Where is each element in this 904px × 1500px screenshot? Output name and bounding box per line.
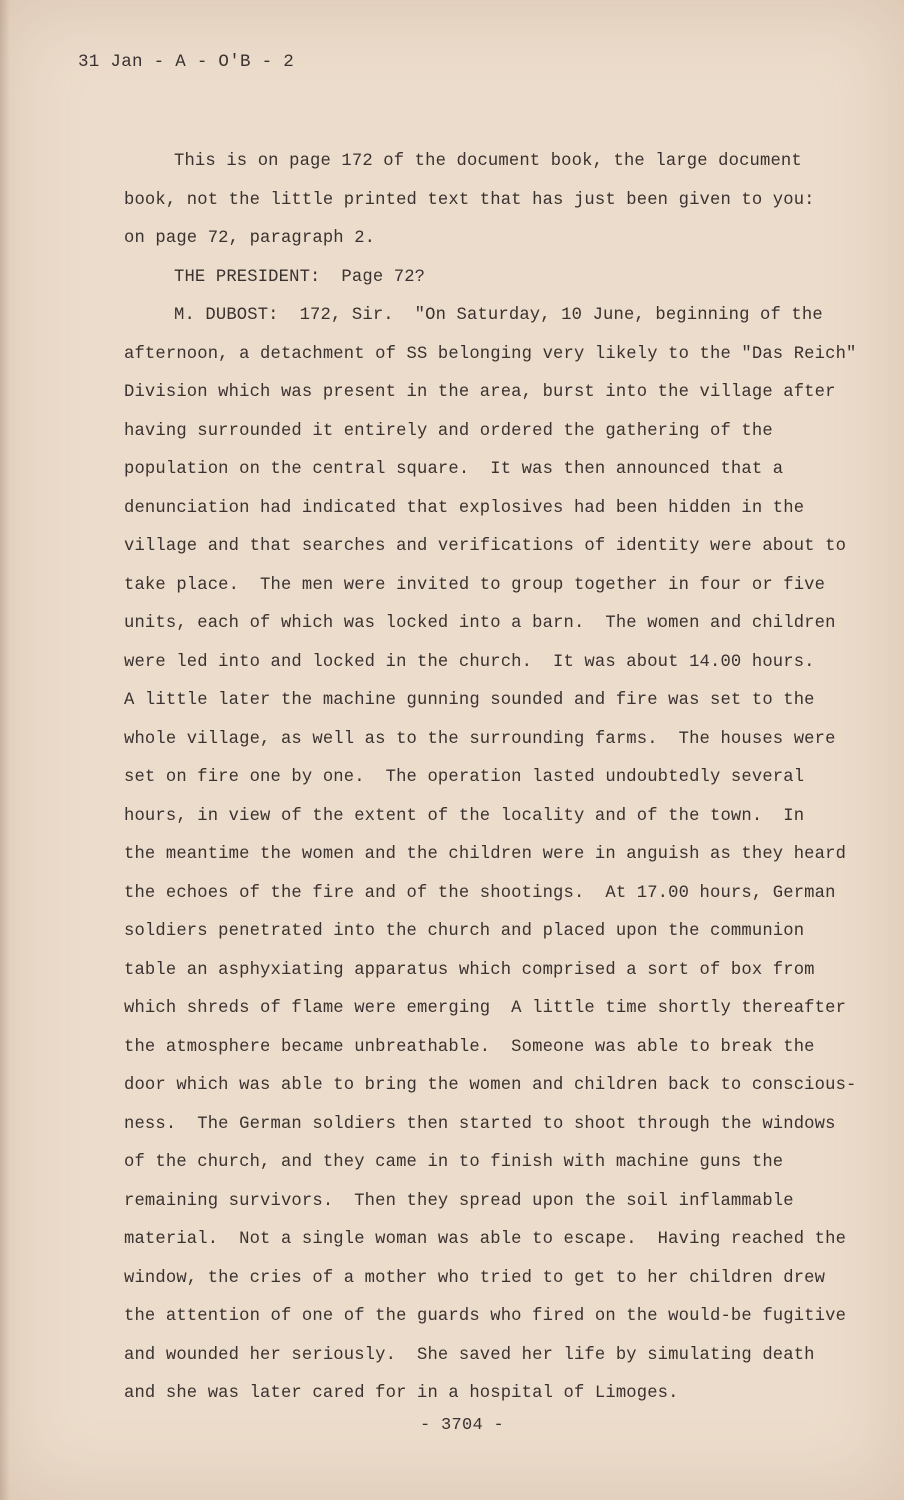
transcript-body xyxy=(124,143,857,1414)
transcript-line: having surrounded it entirely and ordered the gathering of the xyxy=(124,421,773,441)
transcript-line: This is on page 172 of the document book, the large document xyxy=(174,152,802,171)
transcript-line: set on fire one by one. The operation lasted undoubtedly several xyxy=(124,768,805,787)
transcript-line: table an asphyxiating apparatus which comprised a sort of box from xyxy=(124,960,815,980)
transcript-line: soldiers penetrated into the church and placed upon the communion xyxy=(124,922,805,941)
transcript-line: and wounded her seriously. She saved her life by simulating death xyxy=(124,1345,815,1365)
transcript-line: and she was later cared for in a hospital of Limoges. xyxy=(124,1384,679,1403)
transcript-line: Division which was present in the area, burst into the village after xyxy=(124,383,836,402)
transcript-line: of the church, and they came in to finish with machine guns the xyxy=(124,1153,784,1172)
transcript-line: M. DUBOST: 172, Sir. "On Saturday, 10 June, beginning of the xyxy=(174,306,823,325)
transcript-line: population on the central square. It was then announced that a xyxy=(124,460,784,479)
transcript-line: window, the cries of a mother who tried to get to her children drew xyxy=(124,1268,826,1288)
page-number: - 3704 - xyxy=(419,1416,504,1435)
transcript-line: the attention of one of the guards who fired on the would-be fugitive xyxy=(124,1307,847,1326)
transcript-line: ness. The German soldiers then started to shoot through the windows xyxy=(124,1114,836,1134)
transcript-line: book, not the little printed text that has just been given to you: xyxy=(124,190,815,210)
transcript-line: denunciation had indicated that explosives had been hidden in the xyxy=(124,498,805,518)
transcript-line: afternoon, a detachment of SS belonging very likely to the "Das Reich" xyxy=(124,344,857,364)
transcript-line: the echoes of the fire and of the shootings. At 17.00 hours, German xyxy=(124,883,836,903)
transcript-line: were led into and locked in the church. It was about 14.00 hours. xyxy=(124,652,815,672)
transcript-line: THE PRESIDENT: Page 72? xyxy=(174,267,426,287)
transcript-line: take place. The men were invited to group together in four or five xyxy=(124,575,826,595)
transcript-line: the meantime the women and the children were in anguish as they heard xyxy=(124,845,847,864)
document-reference-header: 31 Jan - A - O'B - 2 xyxy=(78,52,295,72)
transcript-line: village and that searches and verifications of identity were about to xyxy=(124,537,847,556)
transcript-line: hours, in view of the extent of the locality and of the town. In xyxy=(124,806,805,826)
transcript-line: remaining survivors. Then they spread upon the soil inflammable xyxy=(124,1191,794,1211)
transcript-line: which shreds of flame were emerging A little time shortly thereafter xyxy=(124,999,847,1018)
transcript-line: door which was able to bring the women and children back to conscious- xyxy=(124,1076,857,1095)
transcript-line: material. Not a single woman was able to escape. Having reached the xyxy=(124,1230,847,1249)
transcript-line: units, each of which was locked into a barn. The women and children xyxy=(124,614,836,633)
transcript-line: A little later the machine gunning sounded and fire was set to the xyxy=(124,691,815,710)
transcript-line: the atmosphere became unbreathable. Someone was able to break the xyxy=(124,1037,815,1057)
transcript-line: on page 72, paragraph 2. xyxy=(124,229,376,248)
transcript-line: whole village, as well as to the surrounding farms. The houses were xyxy=(124,729,836,749)
paper-edge-shadow xyxy=(0,0,10,1500)
